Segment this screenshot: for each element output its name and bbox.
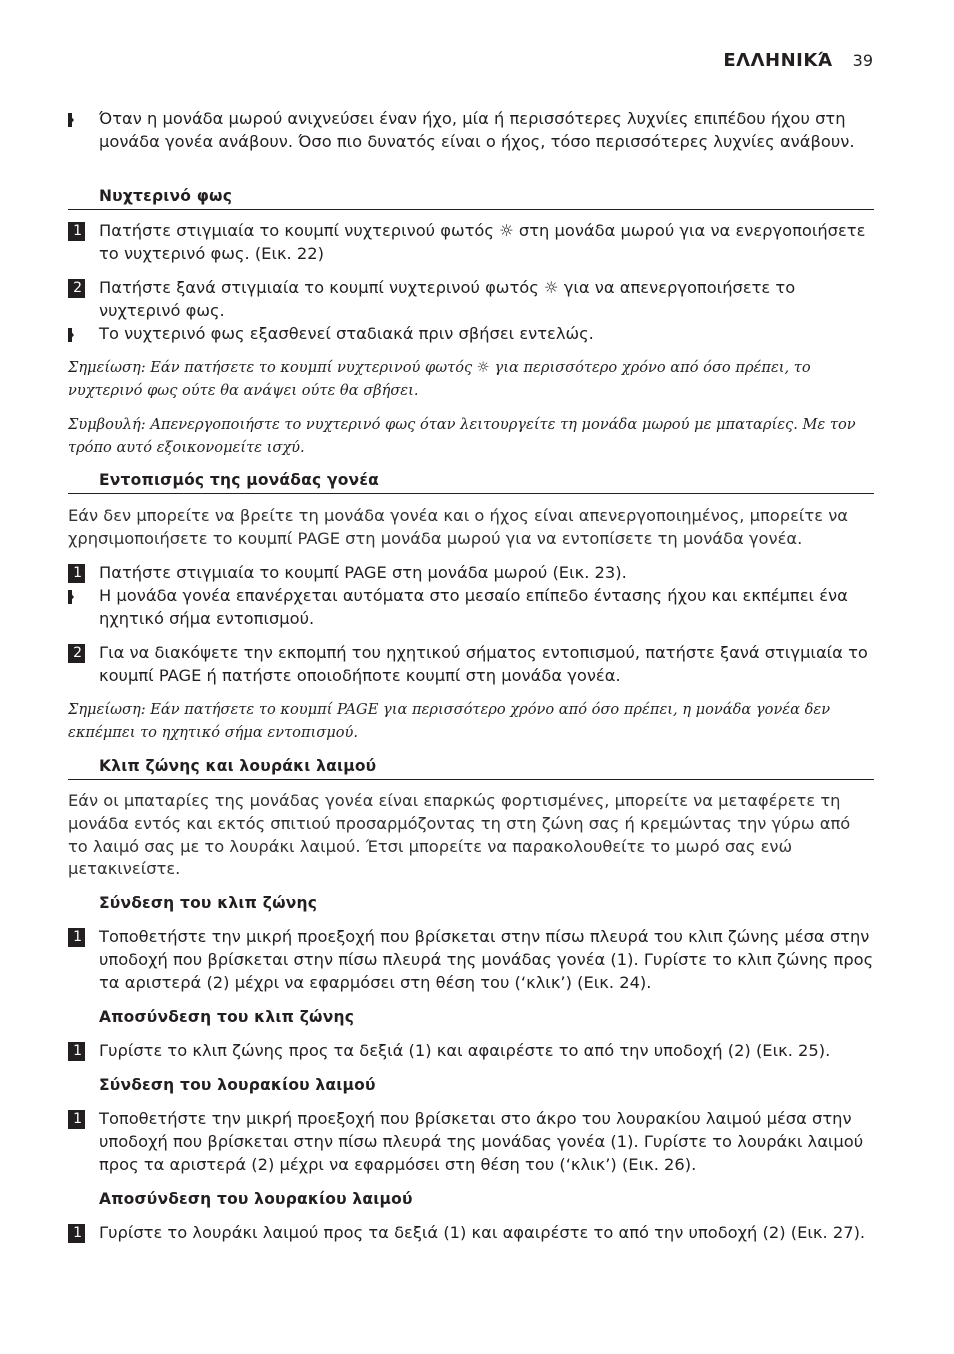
subsection-title: Σύνδεση του λουρακίου λαιμού <box>99 1076 376 1094</box>
step-item <box>68 1222 874 1245</box>
note-text: Σημείωση: Εάν πατήσετε το κουμπί νυχτερινού φωτός ☼ για περισσότερο χρόνο από όσο πρέπει, το νυχτερινό φως ούτε θα ανάψει ούτε θα σβήσει. <box>68 359 811 399</box>
language-label: ΕΛΛΗΝΙΚΆ <box>723 50 833 71</box>
section-title: Νυχτερινό φως <box>99 187 233 205</box>
step-number: 1 <box>68 928 85 947</box>
section-heading-locate-parent-unit <box>68 469 874 494</box>
section-heading-belt-clip-neck-strap <box>68 755 874 780</box>
tip-text: Συμβουλή: Απενεργοποιήστε το νυχτερινό φως όταν λειτουργείτε τη μονάδα μωρού με μπαταρίες. Με τον τρόπο αυτό εξοικονομείτε ισχύ. <box>68 416 856 456</box>
bullet-item <box>68 585 874 631</box>
step-text: Πατήστε ξανά στιγμιαία το κουμπί νυχτερινού φωτός ☼ για να απενεργοποιήσετε το νυχτερινό φως. <box>99 278 796 320</box>
bullet-marker <box>68 113 74 127</box>
step-item <box>68 562 874 585</box>
subsection-title: Σύνδεση του κλιπ ζώνης <box>99 894 318 912</box>
bullet-item <box>68 108 874 154</box>
step-item <box>68 277 874 323</box>
step-text: Τοποθετήστε την μικρή προεξοχή που βρίσκεται στο άκρο του λουρακίου λαιμού μέσα στην υποδοχή που βρίσκεται στην πίσω πλευρά της μονάδας γονέα (1). Γυρίστε το λουράκι λαιμού προς τα αριστερά (2) μέχρι να εφαρμόσει στη θέση του (‘κλικ’) (Εικ. 26). <box>99 1109 864 1174</box>
step-item <box>68 926 874 994</box>
step-number: 1 <box>68 222 85 241</box>
bullet-marker <box>68 328 74 342</box>
step-number: 1 <box>68 1042 85 1061</box>
bullet-text: Όταν η μονάδα μωρού ανιχνεύσει έναν ήχο, μία ή περισσότερες λυχνίες επιπέδου ήχου στη μονάδα γονέα ανάβουν. Όσο πιο δυνατός είναι ο ήχος, τόσο περισσότερες λυχνίες ανάβουν. <box>99 109 855 151</box>
step-item <box>68 220 874 266</box>
page-number: 39 <box>852 51 873 70</box>
subsection-title: Αποσύνδεση του λουρακίου λαιμού <box>99 1190 413 1208</box>
step-number: 2 <box>68 279 85 298</box>
step-text: Γυρίστε το λουράκι λαιμού προς τα δεξιά (1) και αφαιρέστε το από την υποδοχή (2) (Εικ. 27). <box>99 1223 866 1242</box>
step-number: 1 <box>68 564 85 583</box>
bullet-item <box>68 323 874 346</box>
intro-paragraph: Εάν οι μπαταρίες της μονάδας γονέα είναι επαρκώς φορτισμένες, μπορείτε να μεταφέρετε τη μονάδα εντός και εκτός σπιτιού προσαρμόζοντας τη στη ζώνη σας ή κρεμώντας την γύρω από το λαιμό σας με το λουράκι λαιμού. Έτσι μπορείτε να παρακολουθείτε το μωρό σας ενώ μετακινείστε. <box>68 791 851 879</box>
bullet-text: Το νυχτερινό φως εξασθενεί σταδιακά πριν σβήσει εντελώς. <box>99 324 594 343</box>
step-text: Για να διακόψετε την εκπομπή του ηχητικού σήματος εντοπισμού, πατήστε ξανά στιγμιαία το κουμπί PAGE ή πατήστε οποιοδήποτε κουμπί στη μονάδα γονέα. <box>99 643 868 685</box>
step-item <box>68 642 874 688</box>
step-item <box>68 1108 874 1176</box>
step-number: 1 <box>68 1224 85 1243</box>
step-number: 2 <box>68 644 85 663</box>
step-text: Τοποθετήστε την μικρή προεξοχή που βρίσκεται στην πίσω πλευρά του κλιπ ζώνης μέσα στην υποδοχή που βρίσκεται στην πίσω πλευρά της μονάδας γονέα (1). Γυρίστε το κλιπ ζώνης προς τα αριστερά (2) μέχρι να εφαρμόσει στη θέση του (‘κλικ’) (Εικ. 24). <box>99 927 874 992</box>
bullet-marker <box>68 590 74 604</box>
step-text: Γυρίστε το κλιπ ζώνης προς τα δεξιά (1) και αφαιρέστε το από την υποδοχή (2) (Εικ. 25). <box>99 1041 831 1060</box>
section-title: Κλιπ ζώνης και λουράκι λαιμού <box>99 757 377 775</box>
step-text: Πατήστε στιγμιαία το κουμπί PAGE στη μονάδα μωρού (Εικ. 23). <box>99 563 627 582</box>
section-title: Εντοπισμός της μονάδας γονέα <box>99 471 379 489</box>
step-item <box>68 1040 874 1063</box>
page-header <box>723 50 873 71</box>
intro-paragraph: Εάν δεν μπορείτε να βρείτε τη μονάδα γονέα και ο ήχος είναι απενεργοποιημένος, μπορείτε να χρησιμοποιήσετε το κουμπί PAGE στη μονάδα μωρού για να εντοπίσετε τη μονάδα γονέα. <box>68 506 849 548</box>
bullet-text: Η μονάδα γονέα επανέρχεται αυτόματα στο μεσαίο επίπεδο έντασης ήχου και εκπέμπει ένα ηχητικό σήμα εντοπισμού. <box>99 586 848 628</box>
step-number: 1 <box>68 1110 85 1129</box>
section-heading-night-light <box>68 185 874 210</box>
note-text: Σημείωση: Εάν πατήσετε το κουμπί PAGE για περισσότερο χρόνο από όσο πρέπει, η μονάδα γονέα δεν εκπέμπει το ηχητικό σήμα εντοπισμού. <box>68 701 831 741</box>
subsection-title: Αποσύνδεση του κλιπ ζώνης <box>99 1008 355 1026</box>
step-text: Πατήστε στιγμιαία το κουμπί νυχτερινού φωτός ☼ στη μονάδα μωρού για να ενεργοποιήσετε το νυχτερινό φως. (Εικ. 22) <box>99 221 866 263</box>
